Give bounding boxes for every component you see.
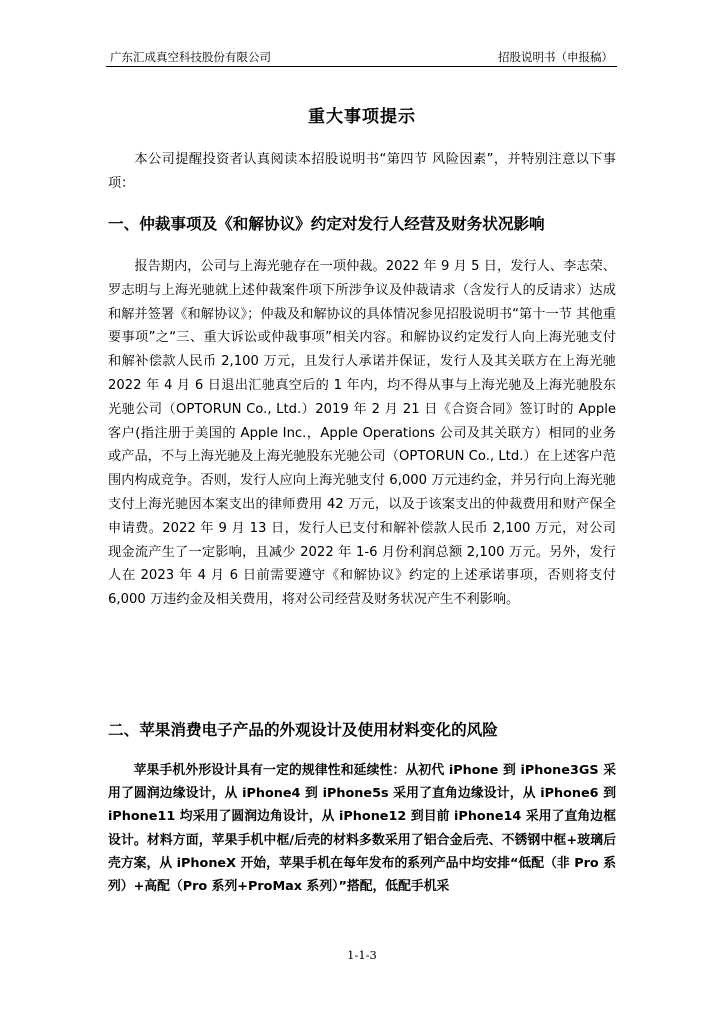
intro-paragraph: 本公司提醒投资者认真阅读本招股说明书“第四节 风险因素”，并特别注意以下事项： [108,152,616,191]
header-doc-type: 招股说明书（申报稿） [498,50,613,64]
page-number: 1-1-3 [347,948,377,962]
page-title: 重大事项提示 [308,107,416,127]
header-company: 广东汇成真空科技股份有限公司 [110,50,271,64]
section2-body: 苹果手机外形设计具有一定的规律性和延续性：从初代 iPhone 到 iPhone3GS 采用了圆润边缘设计，从 iPhone4 到 iPhone5s 采用了直角边缘设计，从 iPhone6 到 iPhone11 均采用了圆润边角设计，从 iPhone12 到目前 iPhone14 采用了直角边框设计。材料方面，苹果手机中框/后壳的材料多数采用了铝合金后壳、不锈钢中框+玻璃后壳方案，从 iPhoneX 开始，苹果手机在每年发布的系列产品中均安排“低配（非 Pro 系列）+高配（Pro 系列+ProMax 系列）”搭配，低配手机采 [108,763,616,895]
section2-heading: 二、苹果消费电子产品的外观设计及使用材料变化的风险 [108,721,498,739]
section1-body: 报告期内，公司与上海光驰存在一项仲裁。2022 年 9 月 5 日，发行人、李志荣、罗志明与上海光驰就上述仲裁案件项下所涉争议及仲裁请求（含发行人的反请求）达成和解并签署《和解协议》；仲裁及和解协议的具体情况参见招股说明书“第十一节 其他重要事项”之“三、重大诉讼或仲裁事项”相关内容。和解协议约定发行人向上海光驰支付和解补偿款人民币 2,100 万元，且发行人承诺并保证，发行人及其关联方在上海光驰 2022 年 4 月 6 日退出汇驰真空后的 1 年内，均不得从事与上海光驰及上海光驰股东光驰公司（OPTORUN Co., Ltd.）2019 年 2 月 21 日《合资合同》签订时的 Apple 客户(指注册于美国的 Apple Inc.，Apple Operations 公司及其关联方）相同的业务或产品，不与上海光驰及上海光驰股东光驰公司（OPTORUN Co., Ltd.）在上述客户范围内构成竞争。否则，发行人应向上海光驰支付 6,000 万元违约金，并另行向上海光驰支付上海光驰因本案支出的律师费用 42 万元，以及于该案支出的仲裁费用和财产保全申请费。2022 年 9 月 13 日，发行人已支付和解补偿款人民币 2,100 万元，对公司现金流产生了一定影响，且减少 2022 年 1-6 月份利润总额 2,100 万元。另外，发行人在 2023 年 4 月 6 日前需要遵守《和解协议》约定的上述承诺事项，否则将支付 6,000 万违约金及相关费用，将对公司经营及财务状况产生不利影响。 [108,259,616,608]
section1-heading: 一、仲裁事项及《和解协议》约定对发行人经营及财务状况影响 [108,215,545,233]
page-header [106,50,617,67]
